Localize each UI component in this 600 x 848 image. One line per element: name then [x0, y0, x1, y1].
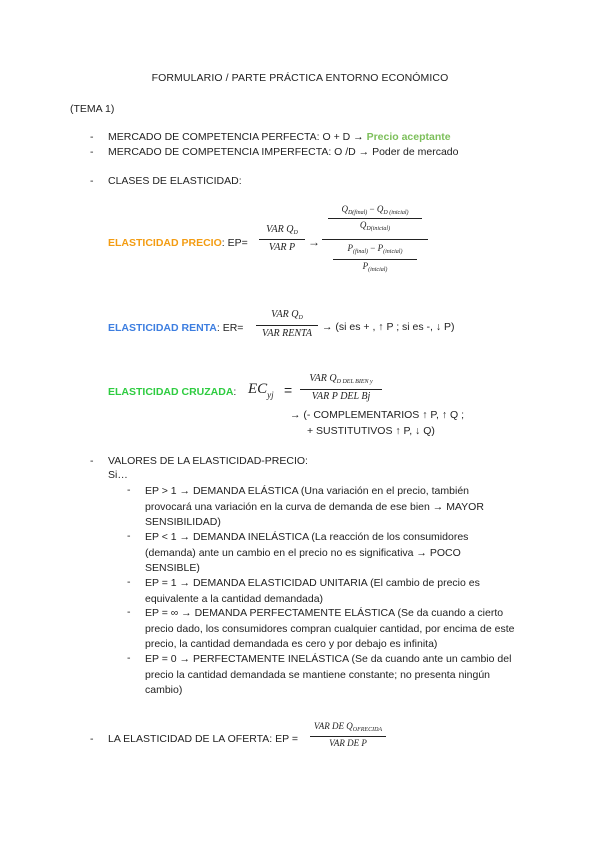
valor-item: EP = 1 → DEMANDA ELASTICIDAD UNITARIA (El cambio de precio es equivalente a la cantidad demandada) — [145, 577, 480, 605]
valor-item: EP < 1 → DEMANDA INELÁSTICA (La reacción de los consumidores (demanda) ante un cambio en el precio no es significativa → POCO SENSIBLE) — [145, 531, 469, 574]
clases-heading: CLASES DE ELASTICIDAD: — [108, 175, 242, 187]
ec-symbol: $EC_{yj}$ — [248, 381, 274, 400]
oferta-fraction-line — [310, 736, 386, 737]
si-text: Si… — [108, 469, 128, 481]
q-initial: $Q_{D(inicial)}$ — [359, 220, 391, 232]
elasticidad-renta-label: ELASTICIDAD RENTA — [108, 322, 217, 334]
bullet-dash: - — [90, 455, 94, 467]
q-fraction-line — [328, 218, 422, 219]
renta-numerator: VAR $Q_D$ — [271, 309, 303, 321]
main-fraction-line — [322, 239, 428, 240]
sub-bullet-dash: - — [127, 576, 131, 588]
p-fraction-line — [333, 259, 417, 260]
mercado-perfecta-text: MERCADO DE COMPETENCIA PERFECTA: O + D → — [108, 131, 364, 143]
precio-numerator: VAR $Q_D$ — [266, 224, 298, 236]
precio-arrow: → — [308, 235, 320, 249]
complementarios-text: → (- COMPLEMENTARIOS ↑ P, ↑ Q ; — [290, 409, 465, 421]
sub-bullet-dash: - — [127, 484, 131, 496]
bullet-dash: - — [90, 175, 94, 187]
ec-equals: = — [284, 382, 293, 398]
cruzada-fraction-line — [300, 389, 382, 390]
cruzada-denominator: VAR P DEL Bj — [311, 391, 371, 402]
er-equals: : ER= — [216, 322, 244, 334]
elasticidad-oferta-label: LA ELASTICIDAD DE LA OFERTA: EP = — [108, 733, 298, 745]
bullet-dash: - — [90, 131, 94, 143]
sub-bullet-dash: - — [127, 530, 131, 542]
elasticidad-cruzada-line: ELASTICIDAD CRUZADA: — [108, 386, 237, 398]
ep-equals: : EP= — [221, 237, 248, 249]
page-title: FORMULARIO / PARTE PRÁCTICA ENTORNO ECONÓMICO — [151, 72, 449, 84]
renta-fraction-line — [256, 325, 318, 326]
q-final-minus-initial: $Q_{D(final)} - Q_{D (inicial)}$ — [341, 204, 409, 216]
mercado-imperfecta-text: MERCADO DE COMPETENCIA IMPERFECTA: O /D → Poder de mercado — [108, 146, 459, 158]
oferta-denominator: VAR DE P — [329, 738, 367, 748]
mercado-perfecta-line — [108, 131, 451, 143]
valor-item: EP > 1 → DEMANDA ELÁSTICA (Una variación en el precio, también provocará una variación en la curva de demanda de ese bien → MAYOR SENSIBILIDAD) — [145, 485, 484, 528]
renta-tail: → (si es + , ↑ P ; si es -, ↓ P) — [322, 321, 455, 333]
elasticidad-precio-line — [108, 237, 248, 249]
sub-bullet-dash: - — [127, 652, 131, 664]
precio-aceptante-text: Precio aceptante — [366, 131, 451, 143]
renta-denominator: VAR RENTA — [262, 328, 312, 339]
valor-item: EP = 0 → PERFECTAMENTE INELÁSTICA (Se da cuando ante un cambio del precio la cantidad demandada se mantiene constante; no presenta ningún cambio) — [145, 653, 512, 696]
valor-item: EP = ∞ → DEMANDA PERFECTAMENTE ELÁSTICA (Se da cuando a cierto precio dado, los consumidores compran cualquier cantidad, por encima de este precio, la cantidad demandada es cero y por debajo es infinita) — [145, 607, 515, 650]
precio-denominator: VAR P — [268, 242, 296, 253]
oferta-numerator: VAR DE $Q_{OFRECIDA}$ — [313, 721, 383, 733]
p-final-minus-initial: $P_{(final)} - P_{(inicial)}$ — [347, 243, 403, 255]
tema-label: (TEMA 1) — [70, 103, 115, 115]
valores-heading: VALORES DE LA ELASTICIDAD-PRECIO: — [108, 455, 308, 467]
bullet-dash: - — [90, 733, 94, 745]
elasticidad-renta-line — [108, 322, 243, 334]
p-initial: $P_{(inicial)}$ — [362, 261, 388, 273]
cruzada-numerator: VAR $Q_{D DEL BIEN y}$ — [309, 373, 373, 385]
bullet-dash: - — [90, 146, 94, 158]
elasticidad-cruzada-label: ELASTICIDAD CRUZADA — [108, 386, 234, 398]
elasticidad-precio-label: ELASTICIDAD PRECIO — [108, 237, 222, 249]
precio-fraction-line — [259, 239, 305, 240]
sustitutivos-text: + SUSTITUTIVOS ↑ P, ↓ Q) — [307, 425, 435, 437]
sub-bullet-dash: - — [127, 606, 131, 618]
